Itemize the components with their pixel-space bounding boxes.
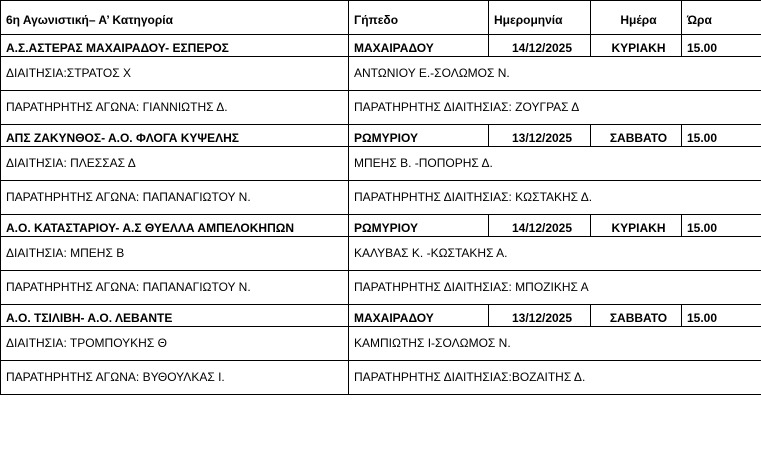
match-row [1, 125, 761, 147]
match-teams: Α.Ο. ΚΑΤΑΣΤΑΡΙΟΥ- Α.Σ ΘΥΕΛΛΑ ΑΜΠΕΛΟΚΗΠΩΝ [1, 215, 349, 237]
assistant-referees: ΜΠΕΗΣ Β. -ΠΟΠΟΡΗΣ Δ. [349, 147, 761, 181]
referee-observer: ΠΑΡΑΤΗΡΗΤΗΣ ΔΙΑΙΤΗΣΙΑΣ:ΒΟΖΑΙΤΗΣ Δ. [349, 361, 761, 395]
referee: ΔΙΑΙΤΗΣΙΑ: ΠΛΕΣΣΑΣ Δ [1, 147, 349, 181]
header-category: 6η Αγωνιστική– Α’ Κατηγορία [1, 1, 349, 35]
match-teams: ΑΠΣ ΖΑΚΥΝΘΟΣ- Α.Ο. ΦΛΟΓΑ ΚΥΨΕΛΗΣ [1, 125, 349, 147]
match-time: 15.00 [682, 35, 761, 57]
match-row [1, 35, 761, 57]
observer-row [1, 361, 761, 395]
referee: ΔΙΑΙΤΗΣΙΑ:ΣΤΡΑΤΟΣ Χ [1, 57, 349, 91]
match-date: 14/12/2025 [489, 215, 591, 237]
match-observer: ΠΑΡΑΤΗΡΗΤΗΣ ΑΓΩΝΑ: ΒΥΘΟΥΛΚΑΣ Ι. [1, 361, 349, 395]
match-row [1, 305, 761, 327]
match-day: ΚΥΡΙΑΚΗ [591, 215, 682, 237]
referee: ΔΙΑΙΤΗΣΙΑ: ΜΠΕΗΣ Β [1, 237, 349, 271]
match-day: ΚΥΡΙΑΚΗ [591, 35, 682, 57]
match-date: 13/12/2025 [489, 305, 591, 327]
referee-row [1, 147, 761, 181]
header-row [1, 1, 761, 35]
referee-row [1, 237, 761, 271]
referee-observer: ΠΑΡΑΤΗΡΗΤΗΣ ΔΙΑΙΤΗΣΙΑΣ: ΚΩΣΤΑΚΗΣ Δ. [349, 181, 761, 215]
match-observer: ΠΑΡΑΤΗΡΗΤΗΣ ΑΓΩΝΑ: ΓΙΑΝΝΙΩΤΗΣ Δ. [1, 91, 349, 125]
match-stadium: ΡΩΜΥΡΙΟΥ [349, 125, 489, 147]
referee-observer: ΠΑΡΑΤΗΡΗΤΗΣ ΔΙΑΙΤΗΣΙΑΣ: ΖΟΥΓΡΑΣ Δ [349, 91, 761, 125]
assistant-referees: ΚΑΜΠΙΩΤΗΣ Ι-ΣΟΛΩΜΟΣ Ν. [349, 327, 761, 361]
header-day: Ημέρα [591, 1, 682, 35]
assistant-referees: ΚΑΛΥΒΑΣ Κ. -ΚΩΣΤΑΚΗΣ Α. [349, 237, 761, 271]
match-teams: Α.Σ.ΑΣΤΕΡΑΣ ΜΑΧΑΙΡΑΔΟΥ- ΕΣΠΕΡΟΣ [1, 35, 349, 57]
header-time: Ώρα [682, 1, 761, 35]
header-date: Ημερομηνία [489, 1, 591, 35]
match-date: 14/12/2025 [489, 35, 591, 57]
match-time: 15.00 [682, 305, 761, 327]
match-time: 15.00 [682, 215, 761, 237]
referee: ΔΙΑΙΤΗΣΙΑ: ΤΡΟΜΠΟΥΚΗΣ Θ [1, 327, 349, 361]
match-stadium: ΡΩΜΥΡΙΟΥ [349, 215, 489, 237]
match-teams: Α.Ο. ΤΣΙΛΙΒΗ- Α.Ο. ΛΕΒΑΝΤΕ [1, 305, 349, 327]
match-observer: ΠΑΡΑΤΗΡΗΤΗΣ ΑΓΩΝΑ: ΠΑΠΑΝΑΓΙΩΤΟΥ Ν. [1, 181, 349, 215]
header-stadium: Γήπεδο [349, 1, 489, 35]
assistant-referees: ΑΝΤΩΝΙΟΥ Ε.-ΣΟΛΩΜΟΣ Ν. [349, 57, 761, 91]
observer-row [1, 91, 761, 125]
match-day: ΣΑΒΒΑΤΟ [591, 125, 682, 147]
match-day: ΣΑΒΒΑΤΟ [591, 305, 682, 327]
match-stadium: ΜΑΧΑΙΡΑΔΟΥ [349, 305, 489, 327]
match-date: 13/12/2025 [489, 125, 591, 147]
match-row [1, 215, 761, 237]
match-observer: ΠΑΡΑΤΗΡΗΤΗΣ ΑΓΩΝΑ: ΠΑΠΑΝΑΓΙΩΤΟΥ Ν. [1, 271, 349, 305]
referee-row [1, 327, 761, 361]
match-time: 15.00 [682, 125, 761, 147]
referee-row [1, 57, 761, 91]
referee-observer: ΠΑΡΑΤΗΡΗΤΗΣ ΔΙΑΙΤΗΣΙΑΣ: ΜΠΟΖΙΚΗΣ Α [349, 271, 761, 305]
observer-row [1, 181, 761, 215]
match-stadium: ΜΑΧΑΙΡΑΔΟΥ [349, 35, 489, 57]
observer-row [1, 271, 761, 305]
